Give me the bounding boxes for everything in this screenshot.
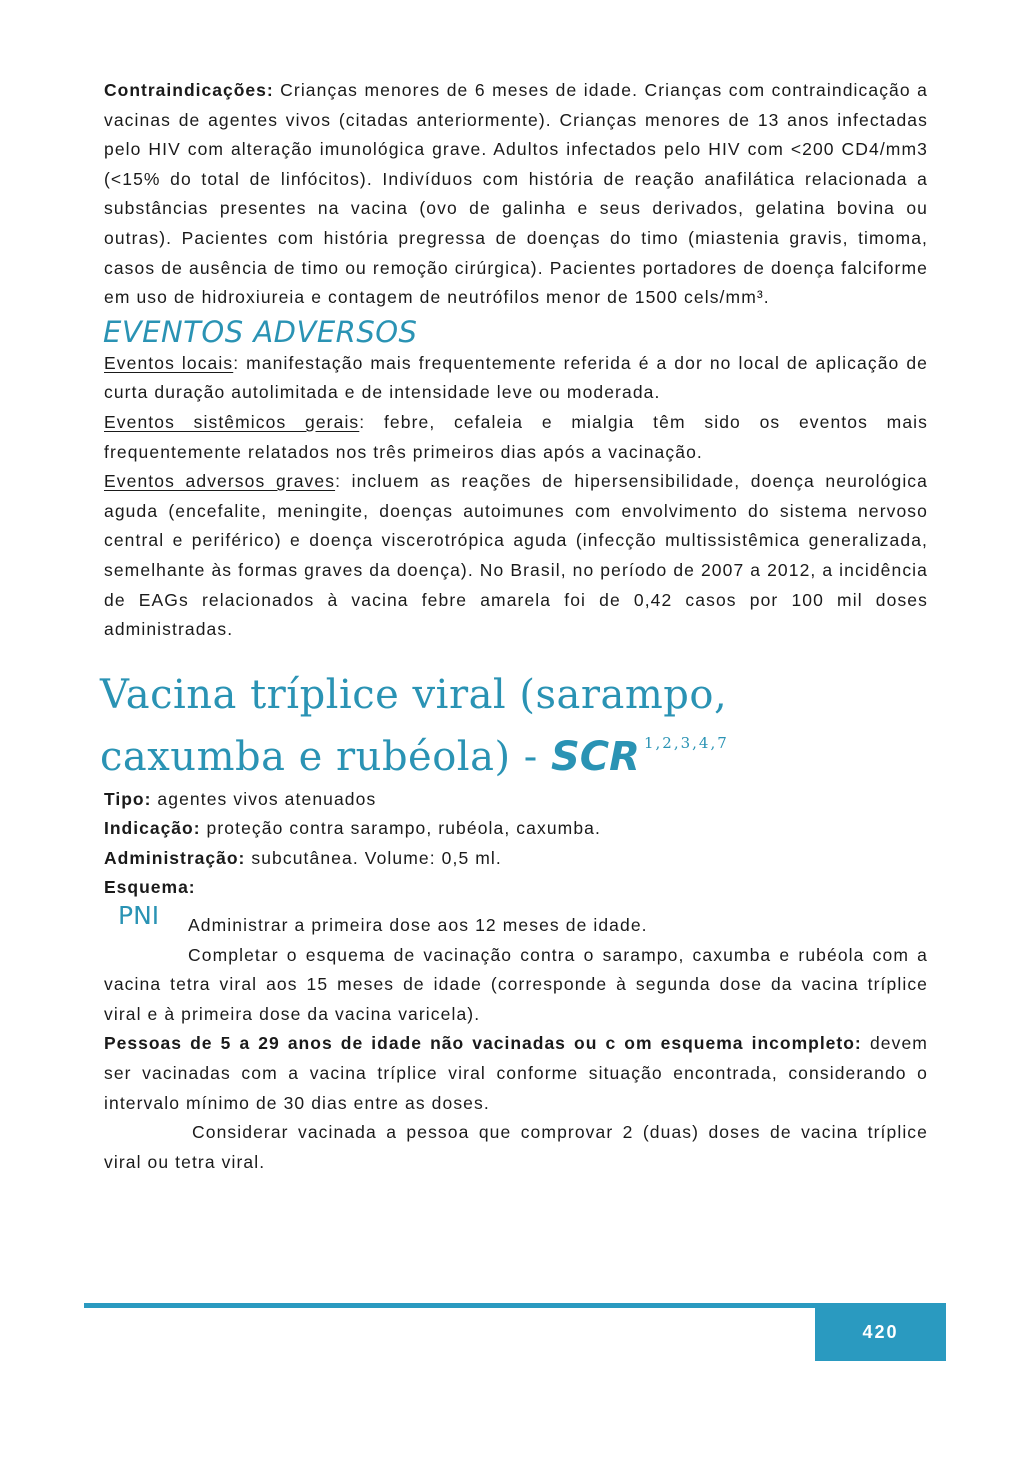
administration-line <box>104 844 928 874</box>
page-footer <box>84 1303 946 1365</box>
vaccine-references: 1,2,3,4,7 <box>643 733 729 752</box>
type-line <box>104 785 928 815</box>
indication-line <box>104 814 928 844</box>
severe-events-label: Eventos adversos graves <box>104 471 336 492</box>
contraindications-paragraph <box>104 76 928 313</box>
schedule-label: Esquema: <box>104 877 196 898</box>
page-number: 420 <box>862 1322 899 1343</box>
local-events-text: : manifestação mais frequentemente referida é a dor no local de aplicação de curta duração autolimitada e de intensidade leve ou moderada. <box>104 352 928 403</box>
indication-text: proteção contra sarampo, rubéola, caxumba. <box>200 818 601 839</box>
systemic-events-label: Eventos sistêmicos gerais <box>104 411 360 432</box>
contraindications-label: Contraindicações: <box>104 80 274 100</box>
local-events-label: Eventos locais <box>104 352 234 373</box>
adverse-events-heading: EVENTOS ADVERSOS <box>103 314 418 349</box>
vaccine-title-text: Vacina tríplice viral (sarampo, caxumba e rubéola) - <box>100 671 728 780</box>
page-body <box>100 0 928 1297</box>
type-text: agentes vivos atenuados <box>151 788 377 809</box>
type-label: Tipo: <box>104 788 152 809</box>
catchup-label: Pessoas de 5 a 29 anos de idade não vacinadas ou c om esquema incompleto: <box>104 1033 862 1054</box>
contraindications-text: Crianças menores de 6 meses de idade. Crianças com contraindicação a vacinas de agentes vivos (citadas anteriormente). Crianças menores de 13 anos infectadas pelo HIV com alteração imunológica grave. Adultos infectados pelo HIV com <200 CD4/mm3 (<15% do total de linfócitos). Indivíduos com história de reação anafilática relacionada a substâncias presentes na vacina (ovo de galinha e seus derivados, gelatina bovina ou outras). Pacientes com história pregressa de doenças do timo (miastenia gravis, timoma, casos de ausência de timo ou remoção cirúrgica). Pacientes portadores de doença falciforme em uso de hidroxiureia e contagem de neutrófilos menor de 1500 cels/mm³. <box>104 80 928 308</box>
catchup-paragraph <box>104 1029 928 1118</box>
systemic-events-paragraph <box>104 408 928 467</box>
considered-vaccinated-paragraph: Considerar vacinada a pessoa que comprovar 2 (duas) doses de vacina tríplice viral ou tetra viral. <box>104 1122 928 1172</box>
catchup-text: devem ser vacinadas com a vacina tríplice viral conforme situação encontrada, considerando o intervalo mínimo de 30 dias entre as doses. <box>104 1033 928 1113</box>
indication-label: Indicação: <box>104 818 201 839</box>
administration-text: subcutânea. Volume: 0,5 ml. <box>245 847 502 868</box>
page-number-box <box>815 1304 946 1361</box>
pni-row <box>104 903 928 941</box>
administration-label: Administração: <box>104 847 246 868</box>
vaccine-title <box>100 671 860 781</box>
pni-tag: PNI <box>118 901 160 931</box>
local-events-paragraph <box>104 349 928 408</box>
pni-complete-schedule: Completar o esquema de vacinação contra o sarampo, caxumba e rubéola com a vacina tetra viral aos 15 meses de idade (corresponde à segunda dose da vacina tríplice viral e à primeira dose da vacina varicela). <box>104 944 928 1024</box>
vaccine-abbreviation: SCR <box>551 733 640 780</box>
severe-events-text: : incluem as reações de hipersensibilidade, doença neurológica aguda (encefalite, meningite, doenças autoimunes com envolvimento do sistema nervoso central e periférico) e doença viscerotrópica aguda (infecção multissistêmica generalizada, semelhante às formas graves da doença). No Brasil, no período de 2007 a 2012, a incidência de EAGs relacionados à vacina febre amarela foi de 0,42 casos por 100 mil doses administradas. <box>104 471 928 640</box>
severe-events-paragraph <box>104 467 928 645</box>
systemic-events-text: : febre, cefaleia e mialgia têm sido os eventos mais frequentemente relatados nos três primeiros dias após a vacinação. <box>104 411 928 462</box>
schedule-line <box>104 873 928 903</box>
pni-first-dose: Administrar a primeira dose aos 12 meses de idade. <box>188 915 648 936</box>
